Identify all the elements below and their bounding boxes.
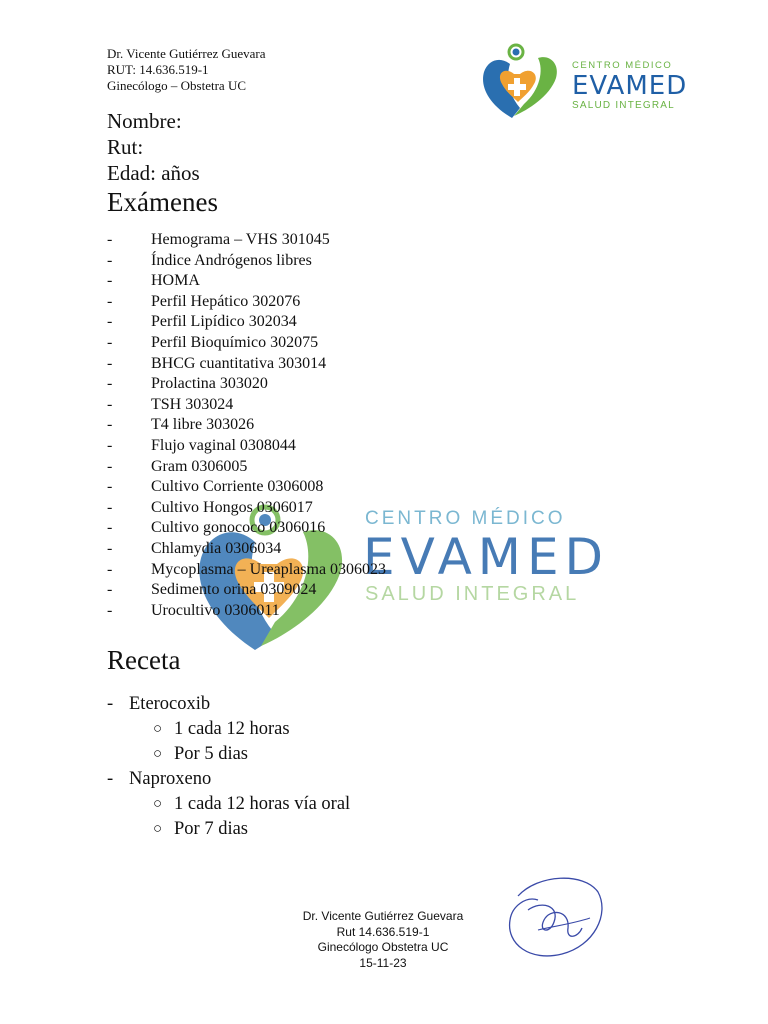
dash-bullet: - bbox=[107, 251, 113, 269]
dash-bullet: - bbox=[107, 333, 113, 351]
doctor-name: Dr. Vicente Gutiérrez Guevara bbox=[107, 46, 266, 61]
exam-item-label: Cultivo Corriente 0306008 bbox=[151, 478, 324, 496]
exam-item-label: Mycoplasma – Ureaplasma 0306023 bbox=[151, 560, 387, 578]
medication-name: Naproxeno bbox=[129, 769, 212, 789]
prescription-title: Receta bbox=[107, 645, 181, 675]
dash-bullet: - bbox=[107, 354, 113, 372]
watermark-line-2: EVAMED bbox=[363, 528, 610, 586]
footer-specialty: Ginecólogo Obstetra UC bbox=[317, 940, 449, 954]
signature bbox=[498, 866, 610, 962]
patient-age-label: Edad: años bbox=[107, 161, 200, 185]
exam-item-label: Gram 0306005 bbox=[151, 457, 248, 475]
doctor-rut: RUT: 14.636.519-1 bbox=[107, 62, 209, 77]
exam-item-label: Índice Andrógenos libres bbox=[151, 251, 312, 269]
instruction-text: Por 5 dias bbox=[174, 744, 248, 764]
exams-title: Exámenes bbox=[107, 187, 218, 217]
dash-bullet: - bbox=[107, 395, 113, 413]
footer-rut: Rut 14.636.519-1 bbox=[336, 924, 430, 939]
watermark-line-1: CENTRO MÉDICO bbox=[365, 508, 566, 529]
footer-date: 15-11-23 bbox=[359, 955, 407, 970]
patient-name-label: Nombre: bbox=[107, 109, 182, 133]
dash-bullet: - bbox=[107, 581, 113, 599]
exam-item-label: Perfil Lipídico 302034 bbox=[151, 313, 297, 331]
dash-bullet: - bbox=[107, 313, 113, 331]
footer-name: Dr. Vicente Gutiérrez Guevara bbox=[302, 909, 464, 923]
dash-bullet: - bbox=[107, 498, 113, 516]
footer-signature-block bbox=[258, 909, 508, 971]
dash-bullet: - bbox=[107, 519, 113, 537]
exam-item-label: BHCG cuantitativa 303014 bbox=[151, 354, 327, 372]
doctor-header bbox=[107, 46, 266, 94]
exam-item-label: TSH 303024 bbox=[151, 395, 234, 413]
doctor-specialty: Ginecólogo – Obstetra UC bbox=[107, 78, 247, 93]
dash-bullet: - bbox=[107, 272, 113, 290]
dash-bullet: - bbox=[107, 416, 113, 434]
instruction-text: Por 7 dias bbox=[174, 819, 248, 839]
dash-bullet: - bbox=[107, 539, 113, 557]
exam-item-label: Urocultivo 0306011 bbox=[151, 601, 280, 619]
exam-item-label: HOMA bbox=[151, 272, 200, 290]
dash-bullet: - bbox=[107, 457, 113, 475]
dash-bullet: - bbox=[107, 694, 114, 714]
dash-bullet: - bbox=[107, 560, 113, 578]
exam-item-label: Perfil Bioquímico 302075 bbox=[151, 333, 319, 351]
exam-item-label: Cultivo Hongos 0306017 bbox=[151, 498, 313, 516]
dash-bullet: - bbox=[107, 601, 113, 619]
exam-item-label: Perfil Hepático 302076 bbox=[151, 292, 301, 310]
exam-item-label: Chlamydia 0306034 bbox=[151, 539, 282, 557]
dash-bullet: - bbox=[107, 292, 113, 310]
evamed-logo bbox=[470, 34, 720, 126]
exam-item-label: Prolactina 303020 bbox=[151, 375, 268, 393]
dash-bullet: - bbox=[107, 375, 113, 393]
dash-bullet: - bbox=[107, 231, 113, 248]
instruction-text: 1 cada 12 horas bbox=[174, 719, 290, 739]
logo-line-1: CENTRO MÉDICO bbox=[572, 60, 673, 71]
patient-fields bbox=[107, 108, 200, 186]
instruction-text: 1 cada 12 horas vía oral bbox=[174, 794, 351, 814]
exam-item-label: Sedimento orina 0309024 bbox=[151, 581, 317, 599]
exam-item-label: Cultivo gonococo 0306016 bbox=[151, 519, 326, 537]
logo-line-2: EVAMED bbox=[572, 71, 688, 101]
logo-line-3: SALUD INTEGRAL bbox=[572, 100, 675, 111]
circle-bullet-icon: ○ bbox=[153, 821, 163, 837]
circle-bullet-icon: ○ bbox=[153, 721, 163, 737]
patient-rut-label: Rut: bbox=[107, 135, 144, 159]
watermark-line-3: SALUD INTEGRAL bbox=[365, 583, 580, 605]
circle-bullet-icon: ○ bbox=[153, 746, 163, 762]
exam-item-label: Hemograma – VHS 301045 bbox=[151, 231, 330, 248]
medication-name: Eterocoxib bbox=[129, 694, 211, 714]
dash-bullet: - bbox=[107, 436, 113, 454]
exam-item-label: T4 libre 303026 bbox=[151, 416, 255, 434]
circle-bullet-icon: ○ bbox=[153, 796, 163, 812]
dash-bullet: - bbox=[107, 769, 114, 789]
exam-item-label: Flujo vaginal 0308044 bbox=[151, 436, 296, 454]
dash-bullet: - bbox=[107, 478, 113, 496]
